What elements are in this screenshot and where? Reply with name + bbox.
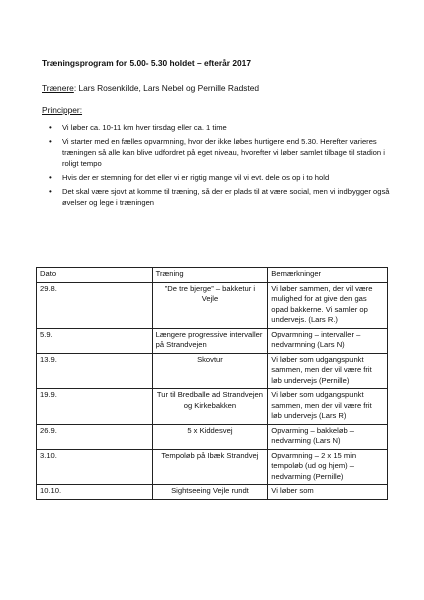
table-row bbox=[37, 424, 388, 449]
cell-training: Længere progressive intervaller på Strandvejen bbox=[152, 328, 268, 353]
header-training: Træning bbox=[152, 268, 268, 283]
document-title: Træningsprogram for 5.00- 5.30 holdet – efterår 2017 bbox=[42, 58, 251, 68]
cell-training: 5 x Kiddesvej bbox=[152, 424, 268, 449]
cell-training: Sightseeing Vejle rundt bbox=[152, 485, 268, 500]
cell-date: 19.9. bbox=[37, 389, 153, 425]
cell-training: Skovtur bbox=[152, 353, 268, 389]
cell-notes: Vi løber som udgangspunkt sammen, men der vil være frit løb undervejs (Pernille) bbox=[268, 353, 388, 389]
table-row bbox=[37, 353, 388, 389]
coaches-names: : Lars Rosenkilde, Lars Nebel og Pernille Radsted bbox=[73, 83, 260, 93]
cell-notes: Vi løber som udgangspunkt sammen, men der vil være frit løb undervejs (Lars R) bbox=[268, 389, 388, 425]
cell-date: 29.8. bbox=[37, 282, 153, 328]
principles-list bbox=[42, 122, 392, 211]
header-notes: Bemærkninger bbox=[268, 268, 388, 283]
header-date: Dato bbox=[37, 268, 153, 283]
principles-heading: Principper: bbox=[42, 105, 83, 115]
table-header-row bbox=[37, 268, 388, 283]
coaches-label: Trænere bbox=[42, 83, 74, 93]
principle-item: • Hvis der er stemning for det eller vi er rigtig mange vil vi evt. dele os op i to hold bbox=[42, 172, 392, 183]
cell-training: ”De tre bjerge” – bakketur i Vejle bbox=[152, 282, 268, 328]
principle-item: • Vi løber ca. 10-11 km hver tirsdag eller ca. 1 time bbox=[42, 122, 392, 133]
table-row bbox=[37, 485, 388, 500]
table-row bbox=[37, 282, 388, 328]
cell-date: 10.10. bbox=[37, 485, 153, 500]
cell-date: 3.10. bbox=[37, 449, 153, 485]
cell-notes: Opvarming – bakkeløb – nedvarming (Lars N) bbox=[268, 424, 388, 449]
table-row bbox=[37, 328, 388, 353]
cell-date: 26.9. bbox=[37, 424, 153, 449]
cell-notes: Opvarmning – intervaller – nedvarmning (Lars N) bbox=[268, 328, 388, 353]
cell-training: Tempoløb på Ibæk Strandvej bbox=[152, 449, 268, 485]
table-row bbox=[37, 389, 388, 425]
schedule-table bbox=[36, 267, 388, 500]
cell-date: 13.9. bbox=[37, 353, 153, 389]
cell-date: 5.9. bbox=[37, 328, 153, 353]
coaches-line bbox=[42, 83, 259, 93]
cell-training: Tur til Bredballe ad Strandvejen og Kirkebakken bbox=[152, 389, 268, 425]
principle-item: • Det skal være sjovt at komme til træning, så der er plads til at være social, men vi indbygger også øvelser og lege i træningen bbox=[42, 186, 392, 208]
cell-notes: Vi løber sammen, der vil være mulighed for at give den gas opad bakkerne. Vi samler op undervejs. (Lars R.) bbox=[268, 282, 388, 328]
cell-notes: Vi løber som bbox=[268, 485, 388, 500]
cell-notes: Opvarmning – 2 x 15 min tempoløb (ud og hjem) – nedvarming (Pernille) bbox=[268, 449, 388, 485]
principle-item: • Vi starter med en fælles opvarmning, hvor der ikke løbes hurtigere end 5.30. Herefter varieres træningen så alle kan blive udfordret på eget niveau, hvorefter vi løber samlet tilbage til stadion i roligt tempo bbox=[42, 136, 392, 169]
table-row bbox=[37, 449, 388, 485]
